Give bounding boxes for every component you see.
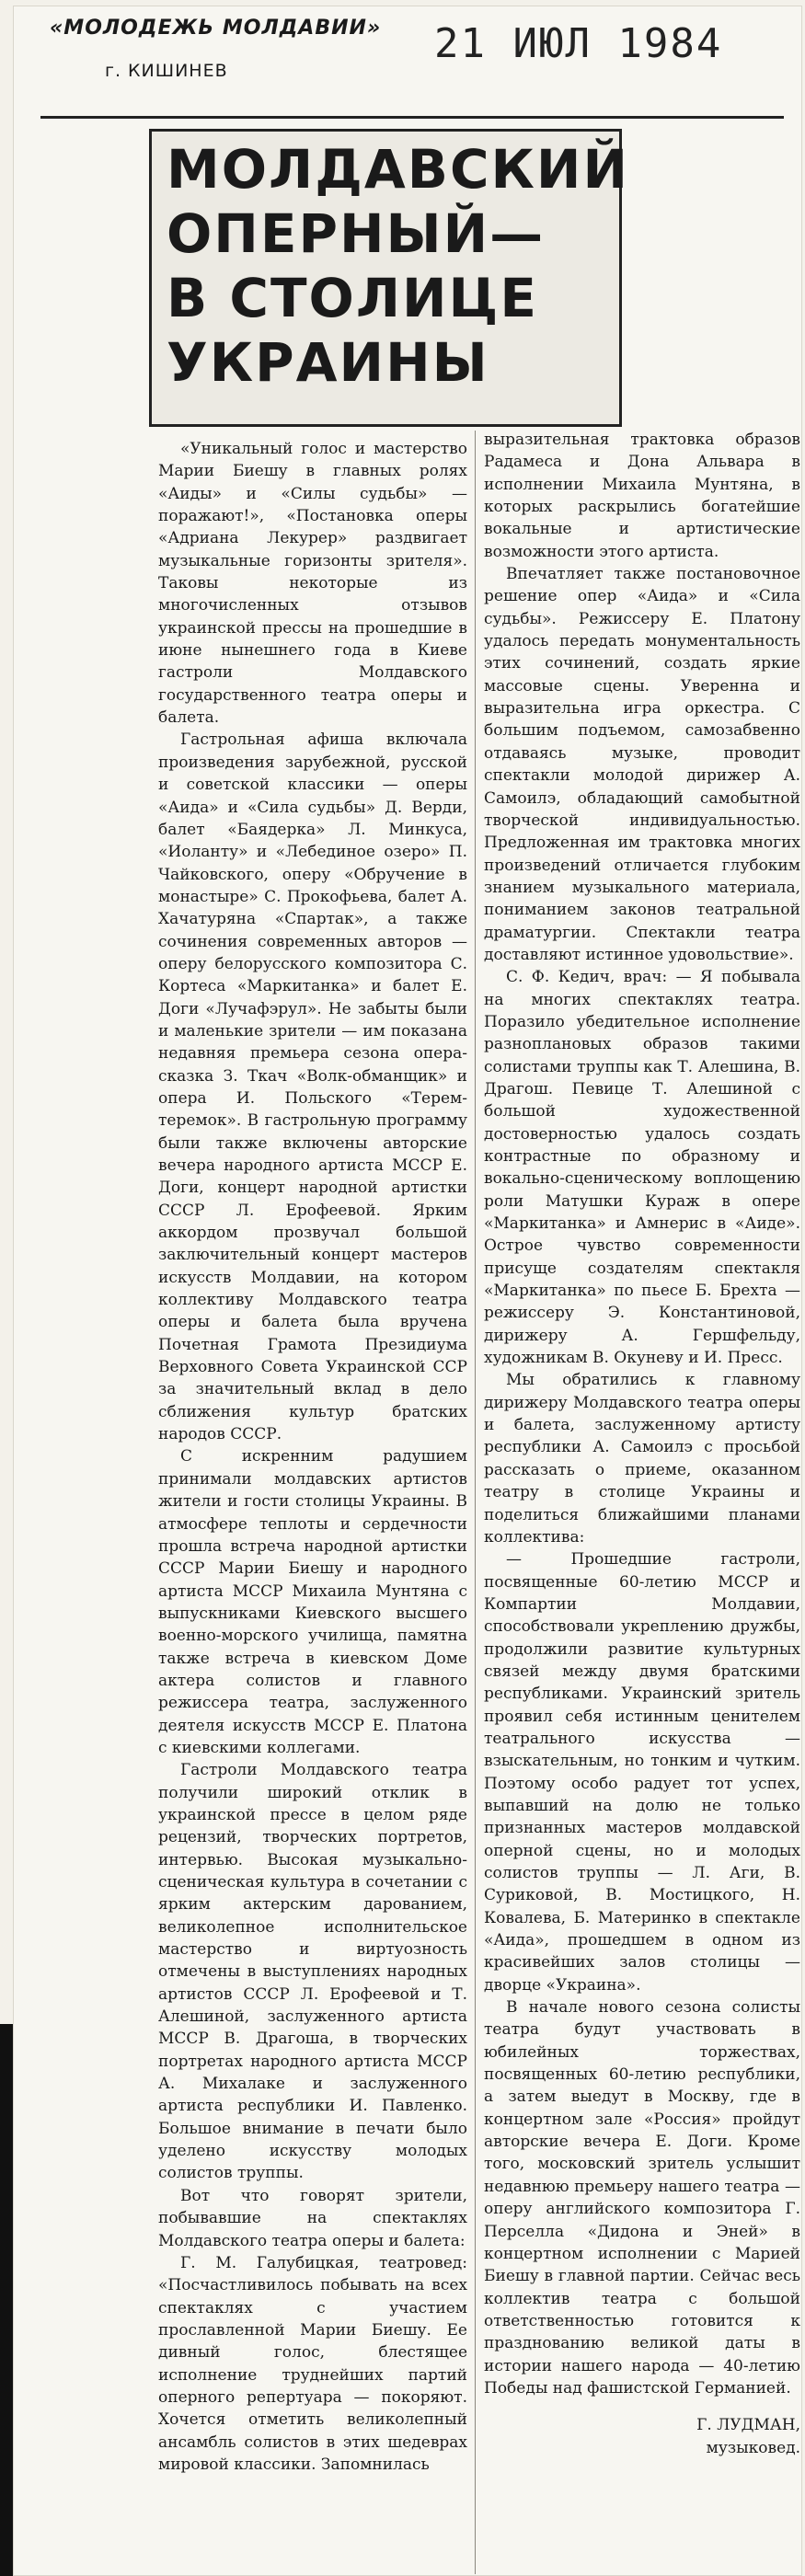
paragraph: «Уникальный голос и мастерство Марии Биешу в главных ролях «Аиды» и «Силы судьбы» — поражают!», «Постановка оперы «Адриана Лекурер» раздвигает музыкальные горизонты зрителя». Таковы некоторые из многочисленных отзывов украинской прессы на прошедшие в июне нынешнего года в Киеве гастроли Молдавского государственного театра оперы и балета.: [158, 440, 467, 728]
paragraph: Мы обратились к главному дирижеру Молдавского театра оперы и балета, заслуженному артисту республики А. Самоилэ с просьбой рассказать о приеме, оказанном театру в столице Украины и поделиться ближайшими планами коллектива:: [484, 1371, 800, 1547]
column-divider: [475, 431, 476, 2574]
scan-dark-edge: [0, 2024, 13, 2576]
newspaper-city: г. КИШИНЕВ: [105, 61, 228, 81]
article-column-right: [484, 429, 800, 2459]
date-stamp: 21 ИЮЛ 1984: [434, 20, 723, 67]
masthead: [50, 9, 786, 120]
paragraph: Вот что говорят зрители, побывавшие на спектаклях Молдавского театра оперы и балета:: [158, 2186, 467, 2250]
newspaper-name: «МОЛОДЕЖЬ МОЛДАВИИ»: [50, 17, 382, 40]
author-role: музыковед.: [706, 2438, 800, 2457]
headline-line: ОПЕРНЫЙ—: [167, 202, 546, 265]
author-name: Г. ЛУДМАН,: [696, 2416, 800, 2435]
paragraph: С искренним радушием принимали молдавских артистов жители и гости столицы Украины. В атмосфере теплоты и сердечности прошла встреча народной артистки СССР Марии Биешу и народного артиста МССР Михаила Мунтяна с выпускниками Киевского высшего военно-морского училища, памятна также встреча в киевском Доме актера солистов и главного режиссера театра, заслуженного деятеля искусств МССР Е. Платона с киевскими коллегами.: [158, 1447, 467, 1757]
paragraph: Гастрольная афиша включала произведения зарубежной, русской и советской классики — оперы «Аида» и «Сила судьбы» Д. Верди, балет «Баядерка» Л. Минкуса, «Иоланту» и «Лебединое озеро» П. Чайковского, оперу «Обручение в монастыре» С. Прокофьева, балет А. Хачатуряна «Спартак», а также сочинения современных авторов — оперу белорусского композитора С. Кортеса «Маркитанка» и балет Е. Доги «Лучафэрул». Не забыты были и маленькие зрители — им показана недавняя премьера сезона опера-сказка З. Ткач «Волк-обманщик» и опера И. Польского «Терем-теремок». В гастрольную программу были также включены авторские вечера народного артиста МССР Е. Доги, концерт народной артистки СССР Л. Ерофеевой. Ярким аккордом прозвучал большой заключительный концерт мастеров искусств Молдавии, на котором коллективу Молдавского театра оперы и балета была вручена Почетная Грамота Президиума Верховного Совета Украинской ССР за значительный вклад в дело сближения культур братских народов СССР.: [158, 730, 467, 1444]
headline-line: УКРАИНЫ: [167, 331, 489, 394]
headline-box: [149, 129, 630, 427]
paragraph: Г. М. Галубицкая, театровед: «Посчастливилось побывать на всех спектаклях с участием прославленной Марии Биешу. Ее дивный голос, блестящее исполнение труднейших партий оперного репертуара — покоряют. Хочется отметить великолепный ансамбль солистов в этих шедеврах мировой классики. Запомнилась: [158, 2253, 467, 2474]
article-headline: [167, 137, 629, 395]
article-column-left: [158, 438, 467, 2476]
paragraph: Гастроли Молдавского театра получили широкий отклик в украинской прессе в целом ряде рецензий, творческих портретов, интервью. Высокая музыкально-сценическая культура в сочетании с ярким актерским дарованием, великолепное исполнительское мастерство и виртуозность отмечены в выступлениях народных артистов СССР Л. Ерофеевой и Т. Алешиной, заслуженного артиста МССР В. Драгоша, в творческих портретах народного артиста МССР А. Михалаке и заслуженного артиста республики И. Павленко. Большое внимание в печати было уделено искусству молодых солистов труппы.: [158, 1761, 467, 2183]
paragraph: выразительная трактовка образов Радамеса и Дона Альвара в исполнении Михаила Мунтяна, в которых раскрылись богатейшие вокальные и артистические возможности этого артиста.: [484, 431, 800, 561]
paragraph: — Прошедшие гастроли, посвященные 60-летию МССР и Компартии Молдавии, способствовали укреплению дружбы, продолжили развитие культурных связей между двумя братскими республиками. Украинский зритель проявил себя истинным ценителем театрального искусства — взыскательным, но тонким и чутким. Поэтому особо радует тот успех, выпавший на долю не только признанных мастеров молдавской оперной сцены, но и молодых солистов труппы — Л. Аги, В. Суриковой, В. Мостицкого, Н. Ковалева, Б. Материнко в спектакле «Аида», прошедшем в одном из красивейших залов столицы — дворце «Украина».: [484, 1550, 800, 1995]
headline-line: В СТОЛИЦЕ: [167, 267, 538, 329]
author-signature: [484, 2414, 800, 2459]
headline-line: МОЛДАВСКИЙ: [167, 138, 630, 201]
masthead-rule: [40, 116, 784, 119]
newspaper-clipping: [13, 6, 802, 2576]
paragraph: В начале нового сезона солисты театра будут участвовать в юбилейных торжествах, посвященных 60-летию республики, а затем выедут в Москву, где в концертном зале «Россия» пройдут авторские вечера Е. Доги. Кроме того, московский зритель услышит недавнюю премьеру нашего театра — оперу английского композитора Г. Перселла «Дидона и Эней» в концертном исполнении с Марией Биешу в главной партии. Сейчас весь коллектив театра с большой ответственностью готовится к празднованию великой даты в истории нашего народа — 40-летию Победы над фашистской Германией.: [484, 1998, 800, 2398]
paragraph: С. Ф. Кедич, врач: — Я побывала на многих спектаклях театра. Поразило убедительное исполнение разноплановых образов такими солистами труппы как Т. Алешина, В. Драгош. Певице Т. Алешиной с большой художественной достоверностью удалось создать контрастные по образному и вокально-сценическому воплощению роли Матушки Кураж в опере «Маркитанка» и Амнерис в «Аиде». Острое чувство современности присуще создателям спектакля «Маркитанка» по пьесе Б. Брехта — режиссеру Э. Константиновой, дирижеру А. Гершфельду, художникам В. Окуневу и И. Пресс.: [484, 968, 800, 1368]
paragraph: Впечатляет также постановочное решение опер «Аида» и «Сила судьбы». Режиссеру Е. Платону удалось передать монументальность этих сочинений, создать яркие массовые сцены. Уверенна и выразительна игра оркестра. С большим подъемом, самозабвенно отдаваясь музыке, проводит спектакли молодой дирижер А. Самоилэ, обладающий самобытной творческой индивидуальностью. Предложенная им трактовка многих произведений отличается глубоким знанием музыкального материала, пониманием законов театральной драматургии. Спектакли театра доставляют истинное удовольствие».: [484, 565, 800, 964]
